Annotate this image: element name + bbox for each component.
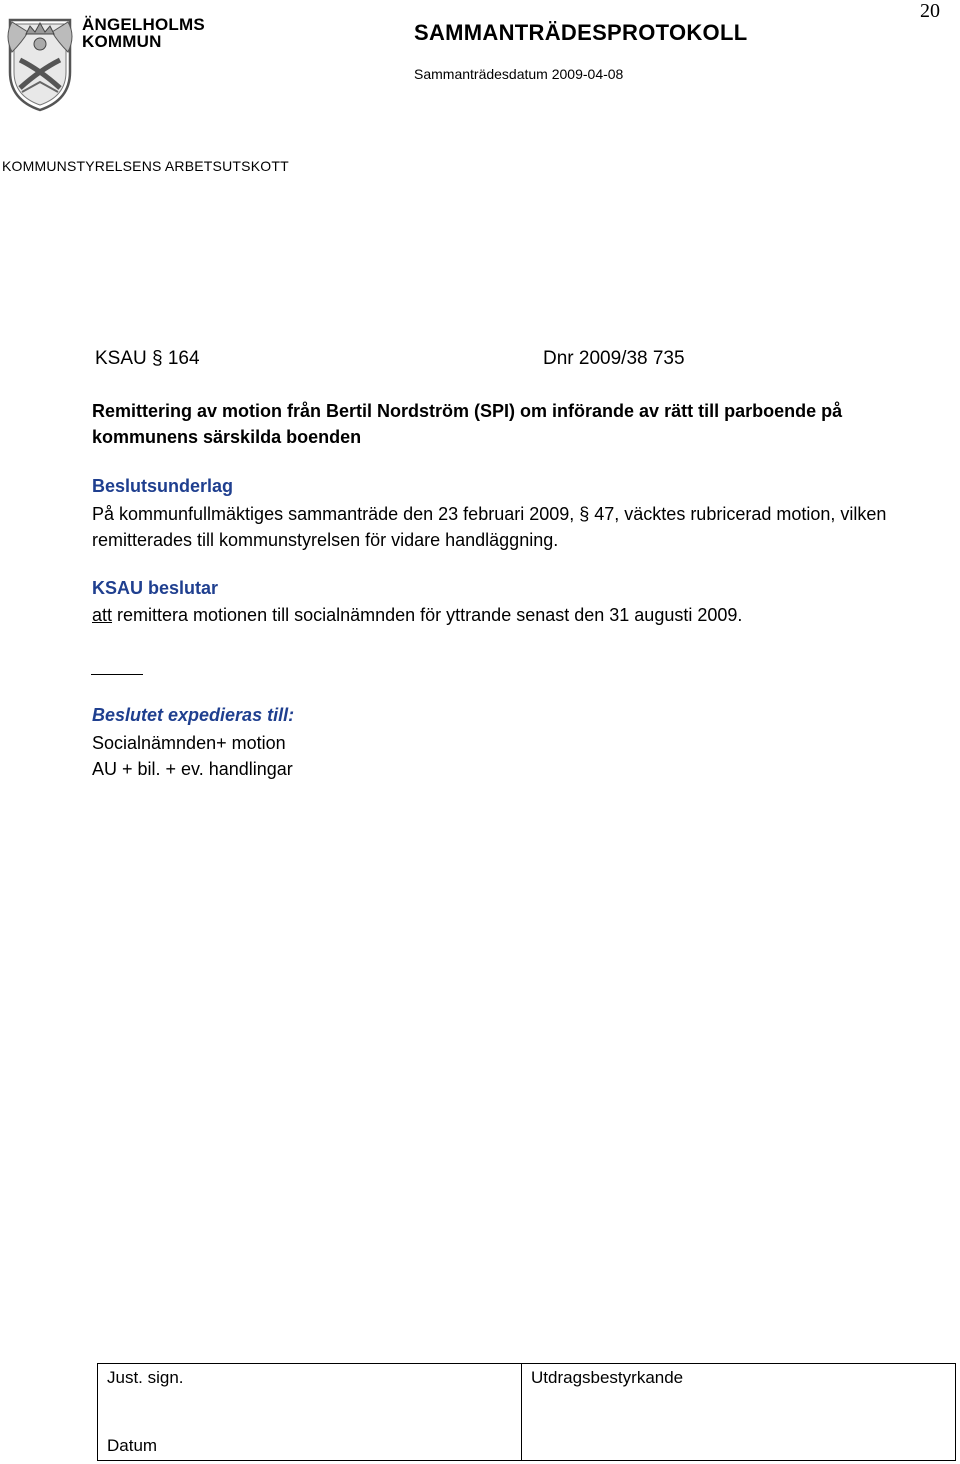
case-paragraph-id: KSAU § 164	[95, 348, 200, 369]
municipality-logo	[2, 12, 78, 112]
page-number: 20	[920, 0, 940, 22]
decision-text	[92, 602, 952, 628]
adjuster-signature-label: Just. sign.	[107, 1368, 184, 1387]
signature-box	[97, 1363, 956, 1461]
municipality-name-line1: ÄNGELHOLMS	[82, 15, 205, 34]
municipality-name-line2: KOMMUN	[82, 32, 162, 51]
signature-box-divider	[521, 1364, 522, 1460]
municipality-name	[82, 16, 205, 50]
case-subject: Remittering av motion från Bertil Nordström (SPI) om införande av rätt till parboende på kommunens särskilda boenden	[92, 401, 843, 447]
decision-body: remittera motionen till socialnämnden för yttrande senast den 31 augusti 2009.	[112, 605, 743, 625]
decision-heading: KSAU beslutar	[92, 578, 219, 598]
extract-certification-label: Utdragsbestyrkande	[531, 1368, 684, 1387]
basis-heading: Beslutsunderlag	[92, 476, 234, 496]
basis-text: På kommunfullmäktiges sammanträde den 23 februari 2009, § 47, väcktes rubricerad motion, vilken remitterades till kommunstyrelsen för vidare handläggning.	[92, 504, 887, 550]
distribution-recipient: Socialnämnden+ motion	[92, 733, 286, 753]
distribution-heading: Beslutet expedieras till:	[92, 705, 295, 725]
distribution-recipient: AU + bil. + ev. handlingar	[92, 759, 293, 779]
date-label: Datum	[107, 1436, 158, 1455]
meeting-date: Sammanträdesdatum 2009-04-08	[414, 66, 624, 82]
committee-name: KOMMUNSTYRELSENS ARBETSUTSKOTT	[2, 158, 289, 174]
document-title: SAMMANTRÄDESPROTOKOLL	[414, 20, 748, 45]
case-diary-number: Dnr 2009/38 735	[543, 348, 685, 369]
separator-line	[91, 674, 143, 675]
decision-att: att	[92, 605, 113, 625]
coat-of-arms-icon	[2, 12, 78, 112]
